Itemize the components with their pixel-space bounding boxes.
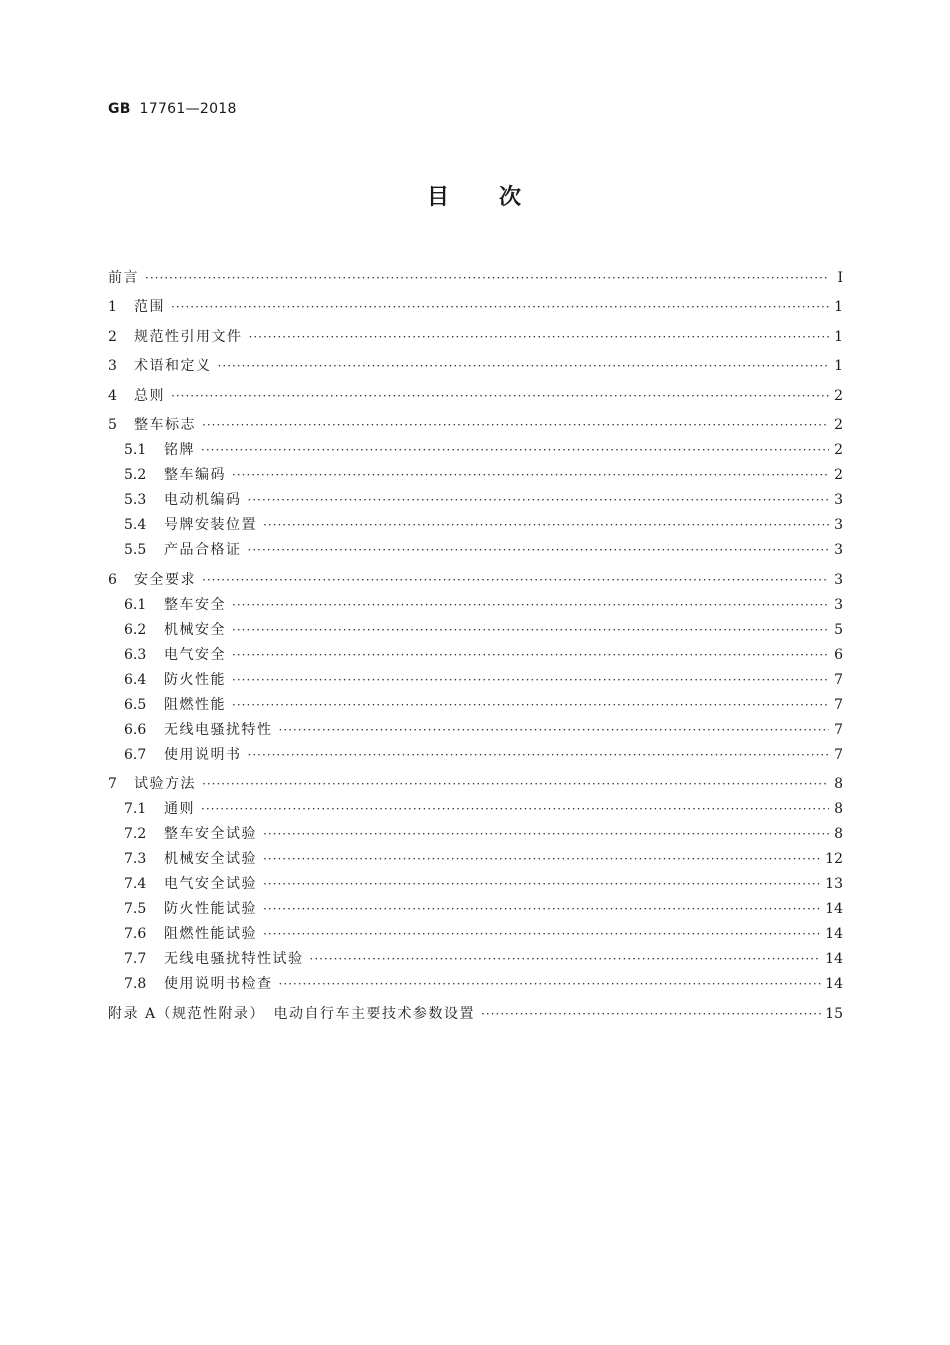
toc-entry-page: 1 bbox=[834, 358, 843, 374]
toc-leader-dots bbox=[263, 518, 829, 532]
toc-leader-dots bbox=[263, 852, 821, 866]
toc-entry-number: 5.1 bbox=[124, 442, 147, 458]
toc-entry-label: 无线电骚扰特性 bbox=[164, 721, 273, 738]
toc-entry-number: 6.2 bbox=[124, 621, 147, 638]
toc-entry[interactable] bbox=[108, 614, 843, 639]
toc-entry-number: 5.4 bbox=[124, 517, 147, 533]
toc-leader-dots bbox=[232, 468, 829, 482]
toc-entry-label: 整车安全试验 bbox=[164, 826, 257, 842]
toc-entry[interactable] bbox=[108, 534, 843, 559]
toc-entry[interactable] bbox=[108, 589, 843, 614]
toc-leader-dots bbox=[202, 418, 829, 432]
toc-entry-page: 14 bbox=[825, 951, 843, 967]
toc-entry-page: 7 bbox=[834, 746, 843, 763]
toc-entry-page: 15 bbox=[825, 1005, 843, 1022]
toc-leader-dots bbox=[248, 493, 830, 507]
toc-entry-label: 通则 bbox=[164, 801, 195, 817]
toc-entry-number: 7.7 bbox=[124, 951, 147, 967]
toc-entry-number: 6.1 bbox=[124, 596, 147, 613]
toc-entry-number: 5.2 bbox=[124, 467, 147, 483]
toc-entry-page: 7 bbox=[834, 721, 843, 738]
toc-entry-label: 阻燃性能试验 bbox=[164, 926, 257, 942]
toc-leader-dots bbox=[310, 952, 822, 966]
toc-entry-label: 使用说明书 bbox=[164, 746, 242, 763]
toc-entry-page: 3 bbox=[834, 571, 843, 588]
toc-entry-label: 防火性能试验 bbox=[164, 901, 257, 917]
toc-leader-dots bbox=[279, 723, 830, 737]
toc-entry[interactable] bbox=[108, 843, 843, 868]
toc-entry-number: 3 bbox=[108, 358, 117, 374]
toc-entry[interactable] bbox=[108, 868, 843, 893]
toc-entry-page: 8 bbox=[834, 801, 843, 817]
toc-entry-page: 1 bbox=[834, 299, 843, 315]
toc-entry[interactable] bbox=[108, 714, 843, 739]
toc-entry-label: 使用说明书检查 bbox=[164, 976, 273, 992]
toc-entry-label: 产品合格证 bbox=[164, 542, 242, 558]
toc-leader-dots bbox=[248, 543, 830, 557]
toc-entry-label: 试验方法 bbox=[134, 776, 196, 792]
toc-entry-number: 5.3 bbox=[124, 492, 147, 508]
toc-entry[interactable] bbox=[108, 459, 843, 484]
toc-entry-page: 5 bbox=[834, 621, 843, 638]
toc-leader-dots bbox=[201, 443, 829, 457]
toc-entry[interactable] bbox=[108, 664, 843, 689]
toc-entry-label: 整车标志 bbox=[134, 417, 196, 433]
toc-entry-page: 7 bbox=[834, 671, 843, 688]
toc-leader-dots bbox=[145, 271, 829, 285]
toc-entry-page: 3 bbox=[834, 492, 843, 508]
toc-entry-page: 14 bbox=[825, 976, 843, 992]
toc-entry-number: 7.1 bbox=[124, 801, 147, 817]
toc-entry-number: 7.3 bbox=[124, 851, 147, 867]
toc-entry[interactable] bbox=[108, 434, 843, 459]
toc-entry-page: 6 bbox=[834, 646, 843, 663]
toc-entry-number: 6.3 bbox=[124, 646, 147, 663]
toc-entry-page: 2 bbox=[834, 387, 843, 404]
standard-prefix: GB bbox=[108, 101, 131, 117]
toc-entry-number: 6.4 bbox=[124, 671, 147, 688]
toc-entry-number: 1 bbox=[108, 299, 117, 315]
toc-entry[interactable] bbox=[108, 639, 843, 664]
toc-entry[interactable] bbox=[108, 346, 843, 376]
toc-entry-page: 13 bbox=[825, 876, 843, 892]
toc-entry-label: 术语和定义 bbox=[134, 358, 212, 374]
toc-entry[interactable] bbox=[108, 793, 843, 818]
toc-leader-dots bbox=[232, 673, 829, 687]
toc-entry[interactable] bbox=[108, 739, 843, 764]
toc-entry[interactable] bbox=[108, 509, 843, 534]
toc-leader-dots bbox=[202, 573, 829, 587]
toc-entry-number: 6 bbox=[108, 571, 117, 588]
toc-entry-page: 1 bbox=[834, 328, 843, 345]
toc-entry[interactable] bbox=[108, 689, 843, 714]
toc-entry-number: 7.8 bbox=[124, 976, 147, 992]
toc-entry[interactable] bbox=[108, 968, 843, 993]
toc-entry-page: 14 bbox=[825, 926, 843, 942]
toc-entry[interactable] bbox=[108, 405, 843, 435]
toc-entry[interactable] bbox=[108, 316, 843, 346]
toc-leader-dots bbox=[232, 598, 829, 612]
toc-entry-page: 8 bbox=[834, 776, 843, 792]
toc-entry[interactable] bbox=[108, 993, 843, 1023]
toc-entry-page: 3 bbox=[834, 596, 843, 613]
toc-entry-label: 电气安全试验 bbox=[164, 876, 257, 892]
standard-number: 17761—2018 bbox=[139, 101, 237, 117]
toc-leader-dots bbox=[171, 300, 829, 314]
toc-entry-label: 整车安全 bbox=[164, 596, 226, 613]
toc-entry-number: 5.5 bbox=[124, 542, 147, 558]
toc-entry-page: 14 bbox=[825, 901, 843, 917]
toc-entry-label: 前言 bbox=[108, 269, 139, 286]
toc-entry-label: 号牌安装位置 bbox=[164, 517, 257, 533]
toc-leader-dots bbox=[279, 977, 822, 991]
toc-entry-label: 防火性能 bbox=[164, 671, 226, 688]
toc-entry-label: 规范性引用文件 bbox=[134, 328, 243, 345]
toc-entry[interactable] bbox=[108, 559, 843, 589]
toc-leader-dots bbox=[263, 927, 821, 941]
toc-leader-dots bbox=[202, 777, 829, 791]
toc-leader-dots bbox=[218, 359, 830, 373]
toc-entry-label: 附录 A（规范性附录） 电动自行车主要技术参数设置 bbox=[108, 1005, 476, 1022]
toc-entry-page: 2 bbox=[834, 442, 843, 458]
toc-entry-label: 范围 bbox=[134, 299, 165, 315]
toc-entry[interactable] bbox=[108, 764, 843, 794]
toc-entry-label: 铭牌 bbox=[164, 442, 195, 458]
toc-entry-page: 2 bbox=[834, 467, 843, 483]
toc-leader-dots bbox=[481, 1007, 821, 1021]
toc-entry-label: 机械安全试验 bbox=[164, 851, 257, 867]
toc-leader-dots bbox=[263, 827, 829, 841]
toc-entry-label: 电动机编码 bbox=[164, 492, 242, 508]
toc-entry-number: 7.4 bbox=[124, 876, 147, 892]
toc-entry-label: 机械安全 bbox=[164, 621, 226, 638]
toc-entry-number: 2 bbox=[108, 328, 117, 345]
toc-entry-page: 2 bbox=[834, 417, 843, 433]
toc-entry-number: 6.6 bbox=[124, 721, 147, 738]
toc-leader-dots bbox=[263, 902, 821, 916]
toc-leader-dots bbox=[248, 748, 830, 762]
toc-entry[interactable] bbox=[108, 257, 843, 287]
toc-entry[interactable] bbox=[108, 943, 843, 968]
toc-entry-number: 7.5 bbox=[124, 901, 147, 917]
toc-leader-dots bbox=[232, 698, 829, 712]
standard-identifier bbox=[108, 101, 237, 117]
toc-entry-number: 5 bbox=[108, 417, 117, 433]
toc-entry-label: 电气安全 bbox=[164, 646, 226, 663]
toc-entry-number: 7.2 bbox=[124, 826, 147, 842]
toc-entry[interactable] bbox=[108, 893, 843, 918]
toc-entry-label: 安全要求 bbox=[134, 571, 196, 588]
toc-leader-dots bbox=[263, 877, 821, 891]
toc-entry-page: 7 bbox=[834, 696, 843, 713]
toc-leader-dots bbox=[249, 330, 830, 344]
toc-entry[interactable] bbox=[108, 818, 843, 843]
toc-leader-dots bbox=[201, 802, 829, 816]
toc-entry-label: 无线电骚扰特性试验 bbox=[164, 951, 304, 967]
toc-leader-dots bbox=[232, 623, 829, 637]
table-of-contents bbox=[108, 257, 843, 1023]
toc-entry-label: 阻燃性能 bbox=[164, 696, 226, 713]
toc-leader-dots bbox=[232, 648, 829, 662]
toc-entry-page: 12 bbox=[825, 851, 843, 867]
toc-entry-label: 总则 bbox=[134, 387, 165, 404]
toc-entry-page: 8 bbox=[834, 826, 843, 842]
toc-entry-number: 7 bbox=[108, 776, 117, 792]
toc-leader-dots bbox=[171, 389, 829, 403]
toc-entry-number: 4 bbox=[108, 387, 117, 404]
toc-entry-page: 3 bbox=[834, 542, 843, 558]
toc-entry[interactable] bbox=[108, 375, 843, 405]
toc-entry-number: 7.6 bbox=[124, 926, 147, 942]
toc-entry-page: Ⅰ bbox=[837, 269, 843, 286]
toc-entry[interactable] bbox=[108, 484, 843, 509]
toc-entry-number: 6.5 bbox=[124, 696, 147, 713]
toc-entry-label: 整车编码 bbox=[164, 467, 226, 483]
toc-entry[interactable] bbox=[108, 287, 843, 317]
page-title: 目 次 bbox=[426, 185, 523, 210]
toc-entry[interactable] bbox=[108, 918, 843, 943]
toc-entry-number: 6.7 bbox=[124, 746, 147, 763]
toc-entry-page: 3 bbox=[834, 517, 843, 533]
